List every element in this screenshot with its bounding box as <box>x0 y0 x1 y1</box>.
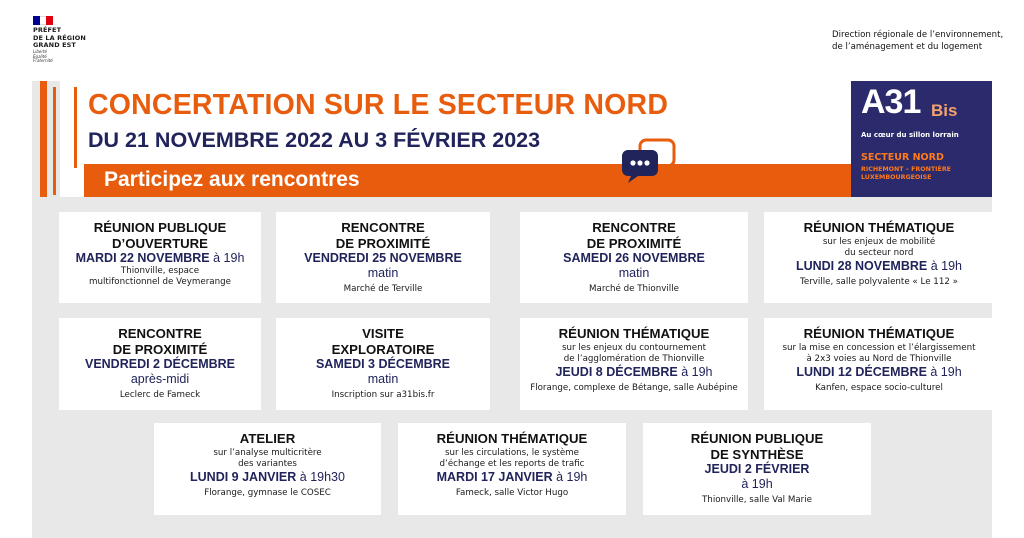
event-location: Marché de Thionville <box>589 284 679 294</box>
event-description <box>154 448 381 470</box>
event-type: ATELIER <box>239 431 296 446</box>
event-location: Inscription sur a31bis.fr <box>331 390 435 400</box>
event-date <box>154 470 381 485</box>
event-date <box>764 259 994 274</box>
event-date <box>398 470 626 485</box>
prefet-block <box>33 27 86 50</box>
chat-bubbles-icon <box>620 136 676 184</box>
event-type: RÉUNION THÉMATIQUE <box>803 326 955 341</box>
event-date-day: VENDREDI 25 NOVEMBRE <box>304 251 462 265</box>
event-date-time: à 19h <box>926 364 962 379</box>
event-location: Florange, gymnase le COSEC <box>204 487 331 498</box>
event-card <box>276 212 490 303</box>
event-date-time: à 19h <box>927 258 963 273</box>
event-description-line: du secteur nord <box>844 247 914 258</box>
republic-motto <box>33 50 53 64</box>
event-date-time: à 19h30 <box>296 469 345 484</box>
event-type: VISITE <box>362 326 404 341</box>
prefet-line: GRAND EST <box>33 41 76 49</box>
event-type: RENCONTRE <box>118 326 202 341</box>
motto-line: Fraternité <box>33 58 53 63</box>
event-type: RENCONTRE <box>341 220 425 235</box>
event-description-line: des variantes <box>238 458 297 469</box>
orange-accent-bar <box>40 81 47 197</box>
event-card <box>59 318 261 410</box>
motto-line: Égalité <box>33 53 47 59</box>
event-date-time: à 19h <box>552 469 588 484</box>
prefet-line: PRÉFET <box>33 26 62 34</box>
event-card <box>764 212 994 303</box>
event-date <box>276 357 490 372</box>
event-description <box>764 343 994 365</box>
event-date <box>520 365 748 380</box>
event-date-day: JEUDI 2 FÉVRIER <box>704 462 810 476</box>
event-description-line: sur les enjeux de mobilité <box>822 236 936 247</box>
event-date-day: LUNDI 28 NOVEMBRE <box>795 258 928 273</box>
event-card <box>154 423 381 515</box>
event-location: Florange, complexe de Bétange, salle Aubépine <box>530 382 738 393</box>
dreal-line: Direction régionale de l’environnement, <box>832 30 1004 40</box>
event-location: Terville, salle polyvalente « Le 112 » <box>800 276 958 287</box>
event-date-day: LUNDI 9 JANVIER <box>190 469 297 484</box>
event-date <box>59 357 261 372</box>
event-card <box>520 318 748 410</box>
logo-name: A31 <box>861 83 921 121</box>
event-type: D’OUVERTURE <box>112 235 208 251</box>
event-date-time: à 19h <box>677 364 713 379</box>
participate-text: Participez aux rencontres <box>104 168 360 191</box>
orange-accent-bar <box>53 87 56 195</box>
event-location <box>59 266 261 288</box>
event-date <box>643 462 871 477</box>
motto-line: Liberté <box>33 49 48 54</box>
event-location: Fameck, salle Victor Hugo <box>455 487 569 498</box>
banner-title: CONCERTATION SUR LE SECTEUR NORD <box>88 89 669 121</box>
event-description-line: à 2x3 voies au Nord de Thionville <box>806 353 952 364</box>
logo-sector: SECTEUR NORD <box>861 152 944 163</box>
event-card <box>520 212 748 303</box>
event-description <box>520 343 748 365</box>
event-type: RENCONTRE <box>592 220 676 235</box>
event-date <box>59 251 261 266</box>
event-type: DE PROXIMITÉ <box>586 235 682 251</box>
event-date-day: SAMEDI 3 DÉCEMBRE <box>315 357 451 371</box>
event-type: RÉUNION PUBLIQUE <box>93 220 227 235</box>
marianne-logo <box>33 16 53 25</box>
event-type: EXPLORATOIRE <box>331 341 435 357</box>
event-description-line: sur l’analyse multicritère <box>213 447 322 458</box>
event-type: RÉUNION THÉMATIQUE <box>558 326 710 341</box>
orange-accent-bar <box>74 87 77 168</box>
event-date <box>520 251 748 266</box>
event-date <box>764 365 994 380</box>
event-date-day: MARDI 22 NOVEMBRE <box>75 251 210 265</box>
event-location: Thionville, salle Val Marie <box>702 495 812 505</box>
logo-tagline: Au cœur du sillon lorrain <box>861 131 959 139</box>
event-time: matin <box>367 372 399 386</box>
event-description <box>398 448 626 470</box>
logo-suffix: Bis <box>931 101 958 120</box>
event-card <box>643 423 871 515</box>
a31bis-logo <box>851 81 992 197</box>
event-time: après-midi <box>130 372 190 386</box>
event-location: Leclerc de Fameck <box>119 390 201 400</box>
event-time: matin <box>618 266 650 280</box>
event-description-line: sur la mise en concession et l’élargissement <box>782 342 976 353</box>
event-location-line: multifonctionnel de Veymerange <box>89 277 231 287</box>
event-date-day: MARDI 17 JANVIER <box>436 469 553 484</box>
event-type: RÉUNION THÉMATIQUE <box>436 431 588 446</box>
event-card <box>398 423 626 515</box>
event-description-line: de l’agglomération de Thionville <box>563 353 705 364</box>
event-description-line: sur les circulations, le système <box>445 447 579 458</box>
logo-area: RICHEMONT – FRONTIÈRE LUXEMBOURGEOISE <box>861 166 951 181</box>
event-location: Kanfen, espace socio-culturel <box>815 382 943 393</box>
banner-dates: DU 21 NOVEMBRE 2022 AU 3 FÉVRIER 2023 <box>88 128 541 152</box>
event-card <box>59 212 261 303</box>
event-type: RÉUNION THÉMATIQUE <box>803 220 955 235</box>
event-description-line: sur les enjeux du contournement <box>561 342 707 353</box>
event-card <box>764 318 994 410</box>
event-date-day: LUNDI 12 DÉCEMBRE <box>796 364 927 379</box>
prefet-line: DE LA RÉGION <box>33 33 86 42</box>
event-type: DE SYNTHÈSE <box>710 446 804 462</box>
dreal-line: de l’aménagement et du logement <box>832 41 983 52</box>
event-type: RÉUNION PUBLIQUE <box>690 431 824 446</box>
event-date-day: JEUDI 8 DÉCEMBRE <box>555 364 678 379</box>
event-location-line: Thionville, espace <box>120 266 200 276</box>
event-date <box>276 251 490 266</box>
event-date-time: à 19h <box>209 251 245 265</box>
event-description <box>764 237 994 259</box>
event-location: Marché de Terville <box>343 284 423 294</box>
event-time: matin <box>367 266 399 280</box>
event-type: DE PROXIMITÉ <box>112 341 208 357</box>
event-date-day: VENDREDI 2 DÉCEMBRE <box>84 357 236 371</box>
event-card <box>276 318 490 410</box>
event-description-line: d’échange et les reports de trafic <box>439 458 585 469</box>
event-type: DE PROXIMITÉ <box>335 235 431 251</box>
event-date-day: SAMEDI 26 NOVEMBRE <box>563 251 705 265</box>
dreal-label <box>832 30 1003 53</box>
event-time: à 19h <box>741 477 773 491</box>
